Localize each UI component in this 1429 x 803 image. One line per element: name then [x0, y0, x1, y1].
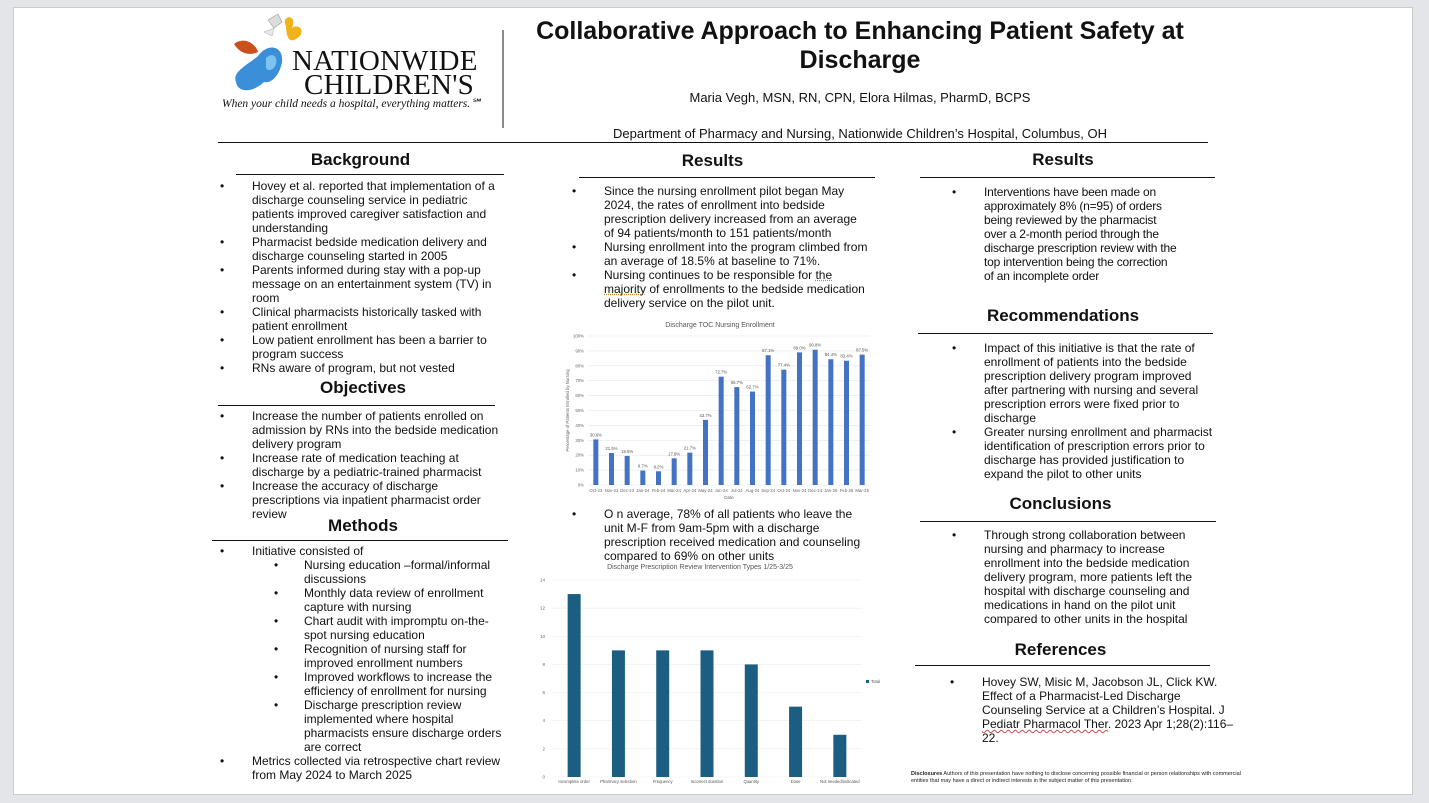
- sub-list-item: • Chart audit with impromptu on-the-spot nursing education: [252, 614, 503, 642]
- background-rule: [236, 174, 504, 175]
- bar: [828, 359, 833, 485]
- bar: [745, 664, 758, 777]
- x-tick-label: Frequency: [652, 779, 673, 784]
- objectives-list: [218, 409, 503, 521]
- chart-intervention-types-plot: [535, 563, 885, 793]
- x-tick-label: Sep-24: [761, 488, 776, 493]
- data-label: 9.2%: [653, 464, 664, 470]
- y-tick-label: 0: [542, 774, 545, 780]
- bar: [656, 471, 661, 485]
- bar: [701, 650, 714, 777]
- data-label: 83.4%: [840, 353, 853, 359]
- legend-label: Total: [871, 679, 881, 684]
- x-tick-label: Nov-24: [792, 488, 807, 493]
- x-tick-label: Mar-25: [855, 488, 869, 493]
- list-item: • Since the nursing enrollment pilot began May 2024, the rates of enrollment into bedside prescription delivery increased from an average of 94 patients/month to 151 patients/month: [570, 184, 870, 240]
- methods-list: [218, 544, 503, 782]
- x-tick-label: Pharmacy selection: [600, 779, 637, 784]
- results-middle-list-2: [570, 507, 870, 563]
- methods-rule: [212, 540, 508, 541]
- x-tick-label: Jul-24: [730, 488, 743, 493]
- list-item: • Interventions have been made on approximately 8% (n=95) of orders being reviewed by the pharmacist over a 2-month period through the discharge prescription review with the top intervention being the correction of an incomplete order: [950, 185, 1180, 283]
- list-item: • RNs aware of program, but not vested: [218, 361, 503, 375]
- bar: [656, 650, 669, 777]
- data-label: 84.4%: [824, 352, 837, 358]
- header-rule: [218, 142, 1208, 143]
- y-tick-label: 50%: [575, 408, 584, 413]
- data-label: 9.7%: [637, 463, 648, 469]
- data-label: 19.5%: [621, 448, 634, 454]
- sub-list-item: • Nursing education –formal/informal discussions: [252, 558, 503, 586]
- bar: [750, 392, 755, 485]
- department: Department of Pharmacy and Nursing, Nationwide Children’s Hospital, Columbus, OH: [613, 126, 1107, 141]
- x-tick-label: Dec-23: [620, 488, 635, 493]
- bar: [781, 370, 786, 485]
- x-tick-label: Feb-24: [651, 488, 666, 493]
- x-tick-label: Jun-24: [714, 488, 728, 493]
- list-item: • Increase the number of patients enrolled on admission by RNs into the bedside medication delivery program: [218, 409, 503, 451]
- sub-list-item: • Monthly data review of enrollment capture with nursing: [252, 586, 503, 614]
- data-label: 89.0%: [793, 345, 806, 351]
- bar: [797, 352, 802, 485]
- disclosures-label: Disclosures: [911, 771, 943, 777]
- data-label: 21.5%: [605, 445, 618, 451]
- conclusions-heading: Conclusions: [1009, 494, 1112, 513]
- y-tick-label: 30%: [575, 437, 584, 443]
- sub-list-item: • Recognition of nursing staff for improved enrollment numbers: [252, 642, 503, 670]
- objectives-rule: [218, 405, 495, 406]
- y-tick-label: 12: [539, 605, 545, 611]
- sub-list-item: • Improved workflows to increase the efficiency of enrollment for nursing: [252, 670, 503, 698]
- list-item: • Metrics collected via retrospective chart review from May 2024 to March 2025: [218, 754, 503, 782]
- recommendations-list: [950, 341, 1215, 481]
- y-tick-label: 4: [542, 718, 545, 724]
- bar: [844, 361, 849, 485]
- bar: [734, 387, 739, 485]
- x-tick-label: Incorrect duration: [690, 779, 724, 784]
- results-heading-middle: Results: [681, 151, 744, 170]
- data-label: 87.5%: [856, 347, 869, 353]
- bar: [609, 453, 614, 485]
- y-tick-label: 2: [542, 746, 545, 752]
- results-right-rule: [920, 177, 1215, 178]
- chart-nursing-enrollment: [560, 322, 880, 500]
- list-item: • Hovey et al. reported that implementation of a discharge counseling service in pediatric patients improved caregiver satisfaction and understanding: [218, 179, 503, 235]
- references-heading: References: [1014, 640, 1107, 659]
- logo-line-2: CHILDREN'S: [304, 69, 474, 101]
- bar: [687, 453, 692, 485]
- recommendations-rule: [918, 333, 1213, 334]
- spellcheck-flagged-text: Pediatr Pharmacol Ther: [982, 717, 1108, 731]
- disclosures-text: Authors of this presentation have nothing to disclose concerning possible financial or person relationships with commercial entities that may have a direct or indirect interests in the subject matter of this presentation.: [911, 771, 1241, 784]
- data-label: 17.9%: [668, 451, 681, 457]
- data-label: 72.7%: [715, 369, 728, 375]
- x-tick-label: Nov-23: [604, 488, 619, 493]
- x-tick-label: Quantity: [743, 779, 760, 784]
- y-tick-label: 10: [539, 633, 545, 639]
- x-tick-label: Dec-24: [808, 488, 823, 493]
- y-tick-label: 6: [542, 690, 545, 696]
- nationwide-childrens-logo: [220, 12, 490, 112]
- data-label: 30.6%: [589, 432, 602, 438]
- y-axis-label: Percentage of Patients Enrolled by Nursing: [565, 369, 570, 452]
- y-tick-label: 90%: [575, 348, 584, 354]
- bar: [813, 350, 818, 485]
- grammar-flagged-text: the majority: [604, 268, 833, 296]
- chart-nursing-enrollment-plot: [560, 322, 880, 500]
- x-axis-label: Date: [724, 495, 734, 500]
- bar: [593, 439, 598, 485]
- disclosures: [911, 771, 1241, 785]
- background-heading: Background: [310, 150, 411, 169]
- data-label: 62.7%: [746, 384, 759, 390]
- list-item: • O n average, 78% of all patients who leave the unit M-F from 9am-5pm with a discharge prescription received medication and counseling compared to 69% on other units: [570, 507, 870, 563]
- recommendations-heading: Recommendations: [986, 306, 1140, 325]
- list-item: [570, 268, 870, 310]
- bar: [640, 471, 645, 485]
- conclusions-rule: [920, 521, 1216, 522]
- header-divider: [502, 30, 504, 128]
- results-heading-right: Results: [1032, 150, 1094, 169]
- chart-intervention-types: [535, 563, 885, 793]
- x-tick-label: Incomplete order: [558, 779, 590, 784]
- bar: [612, 650, 625, 777]
- data-label: 21.7%: [683, 445, 696, 451]
- authors: Maria Vegh, MSN, RN, CPN, Elora Hilmas, PharmD, BCPS: [689, 90, 1031, 105]
- results-middle-rule: [579, 177, 875, 178]
- list-item: • Greater nursing enrollment and pharmacist identification of prescription errors prior to discharge has provided justification to expand the pilot to other units: [950, 425, 1215, 481]
- bar: [860, 355, 865, 485]
- x-tick-label: May-24: [698, 488, 713, 493]
- logo-tagline: When your child needs a hospital, everything matters.℠: [222, 98, 482, 110]
- bar: [766, 355, 771, 485]
- data-label: 87.1%: [762, 348, 775, 354]
- sub-list-item: • Discharge prescription review implemented where hospital pharmacists ensure discharge orders are correct: [252, 698, 503, 754]
- results-right-list: [950, 185, 1180, 283]
- list-item: • Impact of this initiative is that the rate of enrollment of patients into the bedside prescription delivery program improved after partnering with nursing and several prescription errors were fixed prior to discharge: [950, 341, 1215, 425]
- methods-intro: Initiative consisted of: [252, 544, 364, 558]
- bar: [833, 735, 846, 777]
- list-item: • Pharmacist bedside medication delivery and discharge counseling started in 2005: [218, 235, 503, 263]
- y-tick-label: 20%: [575, 452, 584, 458]
- logo-wordmark: [292, 45, 478, 101]
- chart-title: Discharge Prescription Review Intervention Types 1/25-3/25: [607, 564, 793, 571]
- y-tick-label: 10%: [575, 467, 584, 473]
- y-tick-label: 8: [542, 661, 545, 667]
- reference-item: [948, 675, 1238, 745]
- bar: [672, 458, 677, 485]
- x-tick-label: Not needed/indicated: [820, 779, 860, 784]
- methods-sublist: [252, 558, 503, 754]
- x-tick-label: Aug-24: [745, 488, 760, 493]
- y-tick-label: 40%: [575, 422, 584, 428]
- list-item: • Parents informed during stay with a pop-up message on an entertainment system (TV) in room: [218, 263, 503, 305]
- y-tick-label: 100%: [573, 333, 584, 339]
- list-item: • Clinical pharmacists historically tasked with patient enrollment: [218, 305, 503, 333]
- x-tick-label: Feb-25: [839, 488, 854, 493]
- x-tick-label: Dose: [790, 779, 801, 784]
- bar: [719, 377, 724, 485]
- data-label: 65.7%: [730, 380, 743, 386]
- bar: [703, 420, 708, 485]
- data-label: 90.8%: [809, 342, 822, 348]
- text-segment: . 2023 Apr 1;28(2):116–22.: [982, 717, 1234, 745]
- background-list: [218, 179, 503, 375]
- logo-line-1: NATIONWIDE: [292, 45, 478, 77]
- text-segment: Hovey SW, Misic M, Jacobson JL, Click KW. Effect of a Pharmacist-Led Discharge Counseling Service at a Children’s Hospital. J: [982, 675, 1225, 717]
- references-rule: [915, 665, 1210, 666]
- x-tick-label: Oct-23: [589, 488, 603, 493]
- text-segment: Nursing continues to be responsible for: [604, 268, 816, 282]
- list-item: • Low patient enrollment has been a barrier to program success: [218, 333, 503, 361]
- bar: [789, 707, 802, 777]
- y-tick-label: 80%: [575, 363, 584, 369]
- conclusions-list: [950, 528, 1205, 626]
- list-item: • Increase rate of medication teaching at discharge by a pediatric-trained pharmacist: [218, 451, 503, 479]
- x-tick-label: Mar-24: [667, 488, 681, 493]
- methods-heading: Methods: [328, 516, 398, 535]
- poster-title: Collaborative Approach to Enhancing Patient Safety at Discharge: [536, 17, 1184, 74]
- chart-title: Discharge TOC Nursing Enrollment: [665, 322, 775, 329]
- list-item: • Through strong collaboration between nursing and pharmacy to increase enrollment into the bedside medication delivery program, more patients left the hospital with discharge counseling and medications in hand on the pilot unit compared to other units in the hospital: [950, 528, 1205, 626]
- list-item: [218, 544, 503, 754]
- references-list: [948, 675, 1238, 745]
- x-tick-label: Jan-25: [824, 488, 838, 493]
- data-label: 43.7%: [699, 412, 712, 418]
- list-item: • Increase the accuracy of discharge prescriptions via inpatient pharmacist order review: [218, 479, 503, 521]
- x-tick-label: Oct-24: [777, 488, 791, 493]
- y-tick-label: 0%: [577, 482, 584, 488]
- results-middle-list: [570, 184, 870, 310]
- legend-swatch: [866, 680, 869, 683]
- x-tick-label: Apr-24: [683, 488, 697, 493]
- y-tick-label: 14: [539, 577, 545, 583]
- data-label: 77.4%: [777, 362, 790, 368]
- objectives-heading: Objectives: [320, 378, 406, 397]
- y-tick-label: 70%: [575, 378, 584, 384]
- list-item: • Nursing enrollment into the program climbed from an average of 18.5% at baseline to 71%.: [570, 240, 870, 268]
- x-tick-label: Jan-24: [636, 488, 650, 493]
- text-segment: of enrollments to the bedside medication delivery service on the pilot unit.: [604, 282, 865, 310]
- bar: [568, 594, 581, 777]
- bar: [625, 456, 630, 485]
- y-tick-label: 60%: [575, 393, 584, 399]
